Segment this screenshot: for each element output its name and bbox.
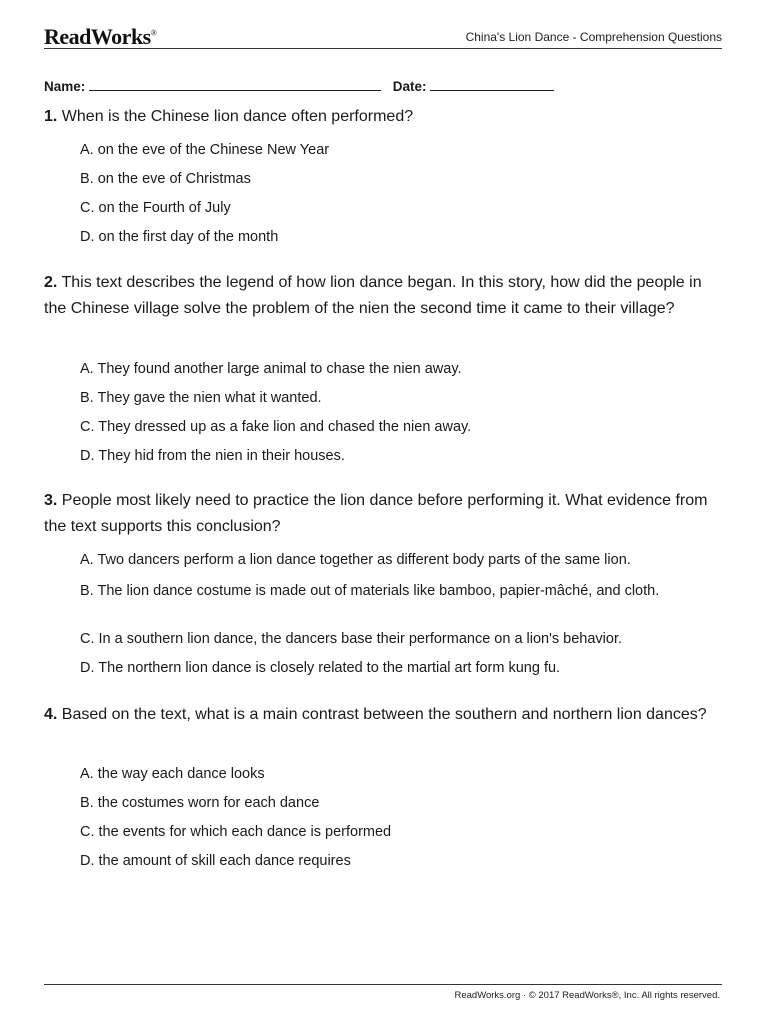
question-4: [44, 702, 714, 728]
answer-option[interactable]: A. the way each dance looks: [80, 766, 265, 782]
name-blank[interactable]: [89, 78, 381, 91]
logo-registered-mark: ®: [150, 28, 157, 38]
answer-option[interactable]: D. The northern lion dance is closely related to the martial art form kung fu.: [80, 660, 561, 676]
answer-option[interactable]: D. on the first day of the month: [80, 229, 279, 245]
name-label: Name:: [44, 79, 86, 94]
footer-divider: [44, 984, 722, 985]
logo-text: ReadWorks: [44, 24, 151, 49]
copyright-footer: ReadWorks.org · © 2017 ReadWorks®, Inc. All rights reserved.: [454, 990, 720, 1001]
answer-option[interactable]: C. the events for which each dance is performed: [80, 824, 392, 840]
header-divider: [44, 48, 722, 49]
answer-option[interactable]: C. They dressed up as a fake lion and chased the nien away.: [80, 419, 472, 435]
question-number: 3.: [44, 492, 58, 509]
answer-option[interactable]: C. In a southern lion dance, the dancers base their performance on a lion's behavior.: [80, 631, 623, 647]
readworks-logo: [44, 24, 156, 50]
answer-option[interactable]: B. the costumes worn for each dance: [80, 795, 320, 811]
answer-option[interactable]: D. the amount of skill each dance requires: [80, 853, 351, 869]
question-text: When is the Chinese lion dance often performed?: [61, 108, 414, 125]
answer-option[interactable]: C. on the Fourth of July: [80, 200, 231, 216]
answer-option[interactable]: B. They gave the nien what it wanted.: [80, 390, 322, 406]
question-1: [44, 104, 714, 130]
question-2: [44, 270, 714, 322]
question-text: This text describes the legend of how lion dance began. In this story, how did the people in the Chinese village solve the problem of the nien the second time it came to their village?: [44, 274, 702, 317]
answer-option[interactable]: D. They hid from the nien in their houses.: [80, 448, 345, 464]
date-blank[interactable]: [430, 78, 554, 91]
question-text: Based on the text, what is a main contrast between the southern and northern lion dances?: [61, 706, 707, 723]
question-3: [44, 488, 714, 540]
document-title: China's Lion Dance - Comprehension Questions: [465, 30, 722, 44]
question-text: People most likely need to practice the lion dance before performing it. What evidence from the text supports this conclusion?: [44, 492, 708, 535]
answer-option[interactable]: A. They found another large animal to chase the nien away.: [80, 361, 462, 377]
name-date-fields: [44, 78, 554, 94]
question-number: 2.: [44, 274, 58, 291]
answer-option[interactable]: A. on the eve of the Chinese New Year: [80, 142, 330, 158]
answer-option[interactable]: B. The lion dance costume is made out of materials like bamboo, papier-mâché, and cloth.: [80, 583, 660, 599]
question-number: 4.: [44, 706, 58, 723]
answer-option[interactable]: A. Two dancers perform a lion dance together as different body parts of the same lion.: [80, 552, 631, 568]
date-label: Date:: [392, 79, 427, 94]
question-number: 1.: [44, 108, 58, 125]
answer-option[interactable]: B. on the eve of Christmas: [80, 171, 251, 187]
